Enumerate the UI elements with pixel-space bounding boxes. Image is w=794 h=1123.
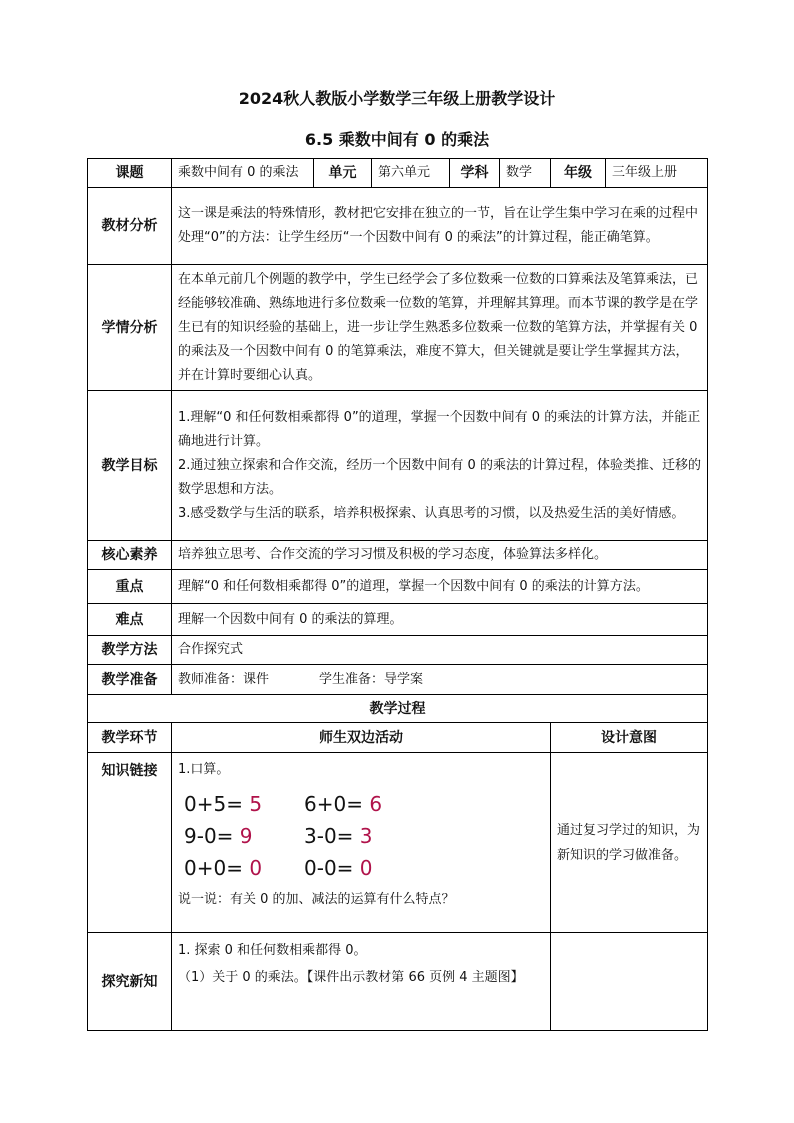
process-header-row <box>88 695 708 723</box>
teaching-prep-text <box>172 665 708 695</box>
math-item: 6+0= 6 <box>304 792 383 816</box>
process-header: 教学过程 <box>88 695 708 723</box>
core-literacy-row <box>88 541 708 570</box>
process-columns-row <box>88 723 708 753</box>
unit-value: 第六单元 <box>372 159 450 188</box>
math-item: 0+5= 5 <box>184 792 263 816</box>
core-literacy-text: 培养独立思考、合作交流的学习习惯及积极的学习态度，体验算法多样化。 <box>172 541 708 570</box>
goal-item: 2.通过独立探索和合作交流，经历一个因数中间有 0 的乘法的计算过程，体验类推、迁移的数学思想和方法。 <box>178 457 701 497</box>
teaching-prep-row <box>88 665 708 695</box>
textbook-analysis-text: 这一课是乘法的特殊情形，教材把它安排在独立的一节，旨在让学生集中学习在乘的过程中处理“0”的方法：让学生经历“一个因数中间有 0 的乘法”的计算过程，能正确笔算。 <box>172 188 708 265</box>
goal-item: 3.感受数学与生活的联系，培养积极探索、认真思考的习惯，以及热爱生活的美好情感。 <box>178 505 685 521</box>
textbook-analysis-row <box>88 188 708 265</box>
teaching-method-row <box>88 636 708 665</box>
stage-explore-activity <box>172 933 551 1031</box>
difficulty-row <box>88 604 708 636</box>
teaching-goals-row <box>88 391 708 541</box>
math-item: 0+0= 0 <box>184 856 263 880</box>
learner-analysis-label: 学情分析 <box>88 265 172 391</box>
discussion-question: 说一说：有关 0 的加、减法的运算有什么特点？ <box>178 892 455 907</box>
difficulty-text: 理解一个因数中间有 0 的乘法的算理。 <box>172 604 708 636</box>
learner-analysis-row <box>88 265 708 391</box>
stage-explore-intent <box>551 933 708 1031</box>
core-literacy-label: 核心素养 <box>88 541 172 570</box>
info-row <box>88 159 708 188</box>
teaching-goals-text <box>172 391 708 541</box>
lesson-plan-table <box>87 158 708 1031</box>
subject-value: 数学 <box>500 159 551 188</box>
mental-math-grid <box>184 788 544 884</box>
col-activity-header: 师生双边活动 <box>172 723 551 753</box>
stage-knowledge-link-activity <box>172 753 551 933</box>
lesson-title: 6.5 乘数中间有 0 的乘法 <box>304 130 490 149</box>
subject-label: 学科 <box>450 159 500 188</box>
stage-knowledge-link-label: 知识链接 <box>88 753 172 933</box>
stage-explore-label: 探究新知 <box>88 933 172 1031</box>
learner-analysis-text: 在本单元前几个例题的教学中，学生已经学会了多位数乘一位数的口算乘法及笔算乘法，已经能够较准确、熟练地进行多位数乘一位数的笔算，并理解其算理。而本节课的教学是在学生已有的知识经验的基础上，进一步让学生熟悉多位数乘一位数的笔算方法，并掌握有关 0 的乘法及一个因数中间有 0 的笔算乘法，难度不算大，但关键就是要让学生掌握其方法，并在计算时要细心认真。 <box>172 265 708 391</box>
math-item: 0-0= 0 <box>304 856 373 880</box>
teaching-prep-label: 教学准备 <box>88 665 172 695</box>
stage-explore-row <box>88 933 708 1031</box>
document-title: 2024秋人教版小学数学三年级上册教学设计 <box>238 89 556 108</box>
topic-label: 课题 <box>88 159 172 188</box>
mental-math-intro: 1.口算。 <box>178 762 230 777</box>
stage-knowledge-link-row <box>88 753 708 933</box>
explore-substep: （1）关于 0 的乘法。【课件出示教材第 66 页例 4 主题图】 <box>178 970 524 985</box>
col-intent-header: 设计意图 <box>551 723 708 753</box>
key-point-row <box>88 570 708 604</box>
student-prep: 学生准备：导学案 <box>319 671 424 687</box>
teacher-prep: 教师准备：课件 <box>178 671 270 687</box>
key-point-text: 理解“0 和任何数相乘都得 0”的道理，掌握一个因数中间有 0 的乘法的计算方法。 <box>172 570 708 604</box>
explore-step: 1. 探索 0 和任何数相乘都得 0。 <box>178 943 367 958</box>
teaching-method-label: 教学方法 <box>88 636 172 665</box>
grade-value: 三年级上册 <box>606 159 708 188</box>
difficulty-label: 难点 <box>88 604 172 636</box>
teaching-goals-label: 教学目标 <box>88 391 172 541</box>
grade-label: 年级 <box>551 159 606 188</box>
teaching-method-text: 合作探究式 <box>172 636 708 665</box>
topic-value: 乘数中间有 0 的乘法 <box>172 159 314 188</box>
col-stage-header: 教学环节 <box>88 723 172 753</box>
key-point-label: 重点 <box>88 570 172 604</box>
stage-knowledge-link-intent: 通过复习学过的知识，为新知识的学习做准备。 <box>551 753 708 933</box>
textbook-analysis-label: 教材分析 <box>88 188 172 265</box>
math-item: 9-0= 9 <box>184 824 253 848</box>
goal-item: 1.理解“0 和任何数相乘都得 0”的道理，掌握一个因数中间有 0 的乘法的计算方法，并能正确地进行计算。 <box>178 409 701 449</box>
unit-label: 单元 <box>314 159 372 188</box>
math-item: 3-0= 3 <box>304 824 373 848</box>
